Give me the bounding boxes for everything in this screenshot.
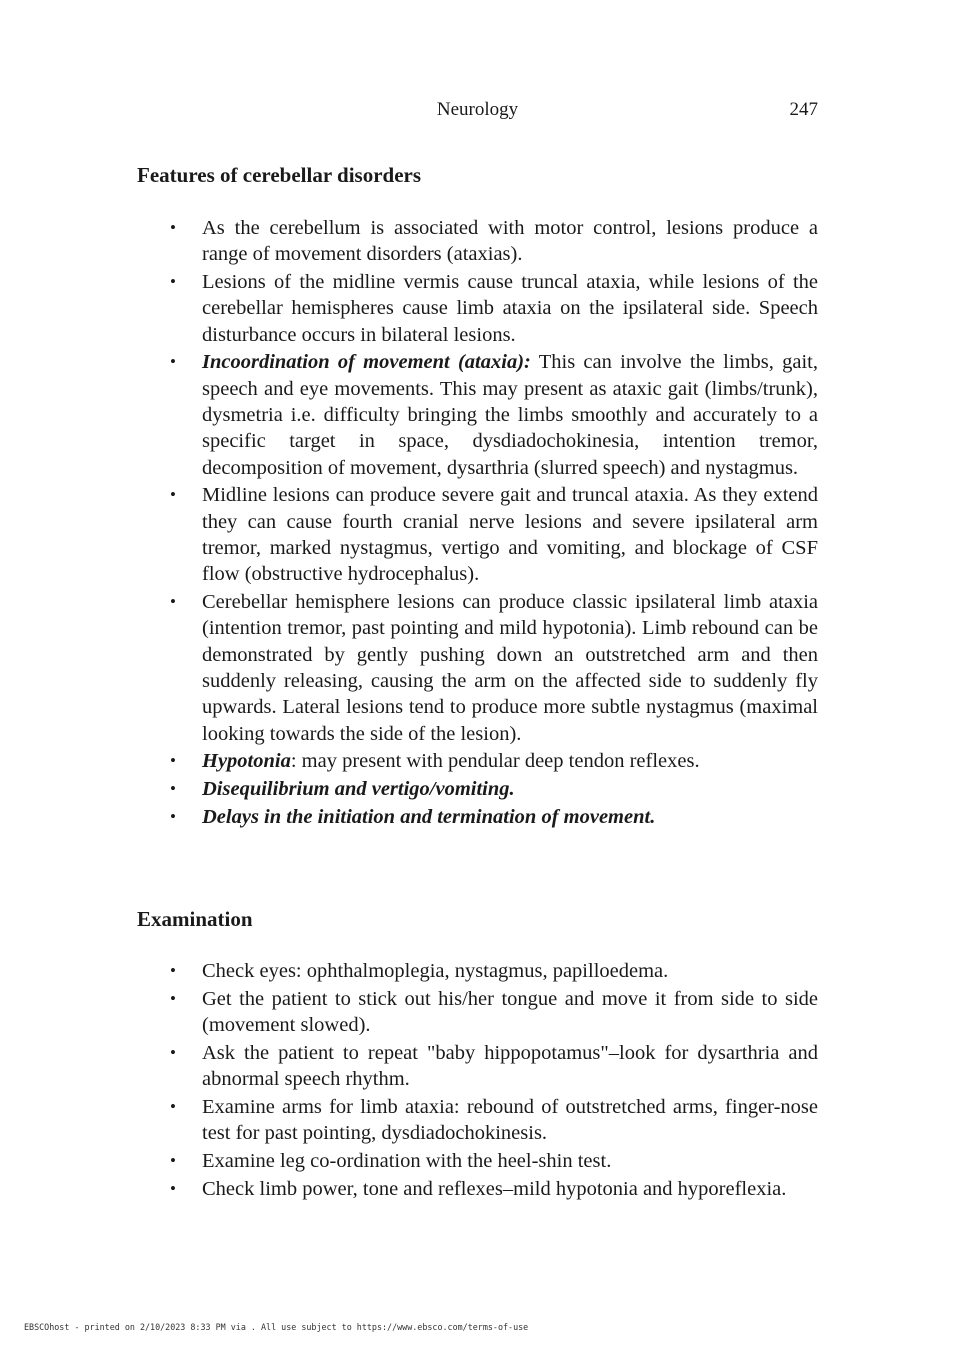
list-item: • Ask the patient to repeat "baby hippopotamus"–look for dysarthria and abnormal speech rhythm. — [202, 1040, 818, 1093]
item-lead: Hypotonia — [202, 750, 291, 773]
running-header — [0, 97, 955, 123]
item-text: Lesions of the midline vermis cause truncal ataxia, while lesions of the cerebellar hemispheres cause limb ataxia on the ipsilateral side. Speech disturbance occurs in bilateral lesions. — [202, 271, 818, 346]
examination-list — [202, 958, 818, 1204]
list-item: • Examine leg co-ordination with the heel-shin test. — [202, 1148, 818, 1174]
list-item — [202, 269, 818, 348]
list-item — [202, 215, 818, 268]
list-item: • Examine arms for limb ataxia: rebound of outstretched arms, finger-nose test for past pointing, dysdiadochokinesis. — [202, 1094, 818, 1147]
item-text: This can involve the limbs, gait, speech and eye movements. This may present as ataxic gait (limbs/trunk), dysmetria i.e. difficulty bringing the limbs smoothly and accurately to a specific target in space, dysdiadochokinesia, intention tremor, decomposition of movement, dysarthria (slurred speech) and nystagmus. — [202, 351, 818, 479]
features-list — [202, 215, 818, 832]
list-item — [202, 482, 818, 587]
list-item: • Check limb power, tone and reflexes–mild hypotonia and hyporeflexia. — [202, 1176, 818, 1202]
item-lead: Delays in the initiation and termination of movement — [202, 806, 651, 829]
running-title: Neurology — [436, 99, 519, 120]
item-text: . — [650, 806, 656, 829]
print-footer: EBSCOhost - printed on 2/10/2023 8:33 PM via . All use subject to https://www.ebsco.com/terms-of-use — [24, 1322, 529, 1332]
list-item: • Get the patient to stick out his/her tongue and move it from side to side (movement slowed). — [202, 986, 818, 1039]
item-text: Cerebellar hemisphere lesions can produce classic ipsilateral limb ataxia (intention tremor, past pointing and mild hypotonia). Limb rebound can be demonstrated by gently pushing down an outstretched arm and then suddenly releasing, causing the arm on the affected side to suddenly fly upwards. Lateral lesions tend to produce more subtle nystagmus (maximal looking towards the side of the lesion). — [202, 591, 818, 745]
list-item — [202, 589, 818, 747]
section-heading-examination: Examination — [137, 907, 253, 931]
list-item — [202, 748, 818, 774]
list-item — [202, 804, 818, 830]
item-text: : may present with pendular deep tendon reflexes. — [290, 750, 700, 773]
item-lead: Incoordination of movement (ataxia): — [202, 351, 531, 374]
list-item — [202, 776, 818, 802]
list-item: • Check eyes: ophthalmoplegia, nystagmus, papilloedema. — [202, 958, 818, 984]
item-lead: Disequilibrium and vertigo/vomiting. — [202, 778, 515, 801]
section-heading-features: Features of cerebellar disorders — [137, 163, 422, 187]
list-item — [202, 349, 818, 480]
item-text: As the cerebellum is associated with motor control, lesions produce a range of movement disorders (ataxias). — [202, 217, 818, 266]
item-text: Midline lesions can produce severe gait and truncal ataxia. As they extend they can cause fourth cranial nerve lesions and severe ipsilateral arm tremor, marked nystagmus, vertigo and vomiting, and blockage of CSF flow (obstructive hydrocephalus). — [202, 484, 818, 586]
page-number: 247 — [789, 99, 818, 120]
